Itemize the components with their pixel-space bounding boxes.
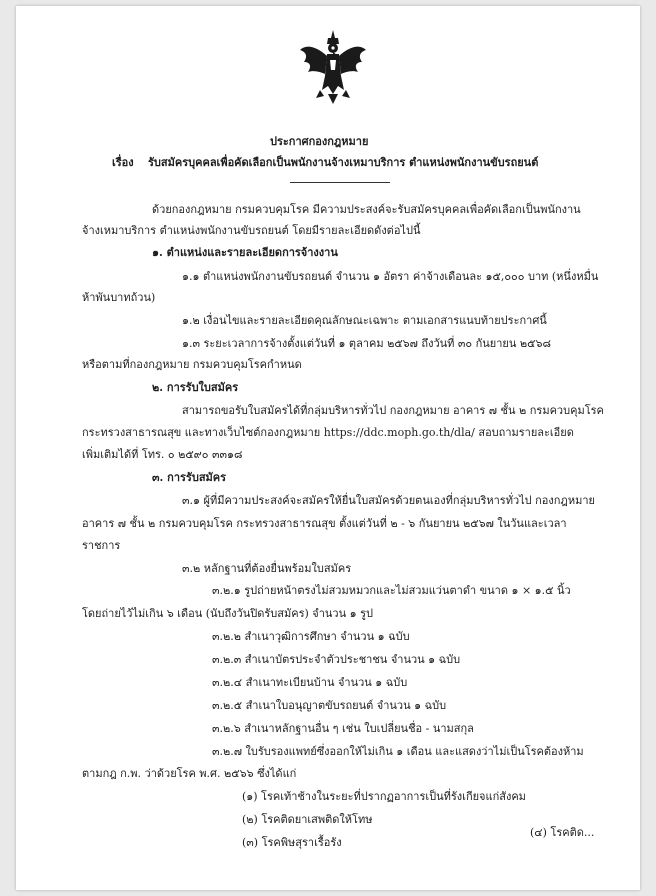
subject-label: เรื่อง (112, 156, 134, 169)
item-3-2-1-line-2: โดยถ่ายไว้ไม่เกิน ๖ เดือน (นับถึงวันปิดรับสมัคร) จำนวน ๑ รูป (82, 607, 373, 620)
item-3-1-line-2: อาคาร ๗ ชั้น ๒ กรมควบคุมโรค กระทรวงสาธารณสุข ตั้งแต่วันที่ ๒ - ๖ กันยายน ๒๕๖๗ ในวันและเวลา (82, 517, 567, 530)
disease-item-3: (๓) โรคพิษสุราเรื้อรัง (242, 836, 342, 849)
item-3-2-5: ๓.๒.๕ สำเนาใบอนุญาตขับรถยนต์ จำนวน ๑ ฉบับ (212, 699, 447, 712)
item-3-2-3: ๓.๒.๓ สำเนาบัตรประจำตัวประชาชน จำนวน ๑ ฉบับ (212, 653, 461, 666)
section-2-line-1: สามารถขอรับใบสมัครได้ที่กลุ่มบริหารทั่วไป กองกฎหมาย อาคาร ๗ ชั้น ๒ กรมควบคุมโรค (182, 404, 604, 417)
intro-line-1: ด้วยกองกฎหมาย กรมควบคุมโรค มีความประสงค์จะรับสมัครบุคคลเพื่อคัดเลือกเป็นพนักงาน (152, 203, 581, 216)
continued-marker: (๔) โรคติด... (530, 826, 595, 839)
item-1-1-line-2: ห้าพันบาทถ้วน) (82, 291, 156, 304)
item-3-2-6: ๓.๒.๖ สำเนาหลักฐานอื่น ๆ เช่น ใบเปลี่ยนชื่อ - นามสกุล (212, 722, 474, 735)
item-3-2-1-line-1: ๓.๒.๑ รูปถ่ายหน้าตรงไม่สวมหมวกและไม่สวมแว่นตาดำ ขนาด ๑ × ๑.๕ นิ้ว (212, 584, 571, 597)
disease-item-1: (๑) โรคเท้าช้างในระยะที่ปรากฏอาการเป็นที่รังเกียจแก่สังคม (242, 790, 526, 803)
garuda-emblem-icon (298, 28, 368, 106)
item-1-1-line-1: ๑.๑ ตำแหน่งพนักงานขับรถยนต์ จำนวน ๑ อัตรา ค่าจ้างเดือนละ ๑๕,๐๐๐ บาท (หนึ่งหมื่น (182, 270, 599, 283)
item-3-2-7-line-1: ๓.๒.๗ ใบรับรองแพทย์ซึ่งออกให้ไม่เกิน ๑ เดือน และแสดงว่าไม่เป็นโรคต้องห้าม (212, 745, 584, 758)
item-1-3-line-2: หรือตามที่กองกฎหมาย กรมควบคุมโรคกำหนด (82, 358, 302, 371)
item-1-2: ๑.๒ เงื่อนไขและรายละเอียดคุณลักษณะเฉพาะ ตามเอกสารแนบท้ายประกาศนี้ (182, 314, 547, 327)
document-title: ประกาศกองกฎหมาย (270, 135, 369, 148)
item-3-2: ๓.๒ หลักฐานที่ต้องยื่นพร้อมใบสมัคร (182, 562, 352, 575)
item-3-2-2: ๓.๒.๒ สำเนาวุฒิการศึกษา จำนวน ๑ ฉบับ (212, 630, 410, 643)
title-divider (290, 182, 390, 183)
item-3-1-line-3: ราชการ (82, 539, 121, 552)
section-2-line-3: เพิ่มเติมได้ที่ โทร. ๐ ๒๕๙๐ ๓๓๑๘ (82, 448, 243, 461)
section-1-heading: ๑. ตำแหน่งและรายละเอียดการจ้างงาน (152, 246, 338, 259)
item-3-2-4: ๓.๒.๔ สำเนาทะเบียนบ้าน จำนวน ๑ ฉบับ (212, 676, 408, 689)
subject-text: รับสมัครบุคคลเพื่อคัดเลือกเป็นพนักงานจ้างเหมาบริการ ตำแหน่งพนักงานขับรถยนต์ (148, 156, 539, 169)
item-1-3-line-1: ๑.๓ ระยะเวลาการจ้างตั้งแต่วันที่ ๑ ตุลาคม ๒๕๖๗ ถึงวันที่ ๓๐ กันยายน ๒๕๖๘ (182, 337, 551, 350)
section-2-heading: ๒. การรับใบสมัคร (152, 381, 239, 394)
section-3-heading: ๓. การรับสมัคร (152, 471, 227, 484)
intro-line-2: จ้างเหมาบริการ ตำแหน่งพนักงานขับรถยนต์ โดยมีรายละเอียดดังต่อไปนี้ (82, 224, 421, 237)
item-3-1-line-1: ๓.๑ ผู้ที่มีความประสงค์จะสมัครให้ยื่นใบสมัครด้วยตนเองที่กลุ่มบริหารทั่วไป กองกฎหมาย (182, 494, 595, 507)
item-3-2-7-line-2: ตามกฎ ก.พ. ว่าด้วยโรค พ.ศ. ๒๕๖๖ ซึ่งได้แก่ (82, 767, 297, 780)
document-page (16, 6, 640, 890)
disease-item-2: (๒) โรคติดยาเสพติดให้โทษ (242, 813, 373, 826)
section-2-line-2: กระทรวงสาธารณสุข และทางเว็บไซต์กองกฎหมาย https://ddc.moph.go.th/dla/ สอบถามรายละเอียด (82, 426, 574, 439)
